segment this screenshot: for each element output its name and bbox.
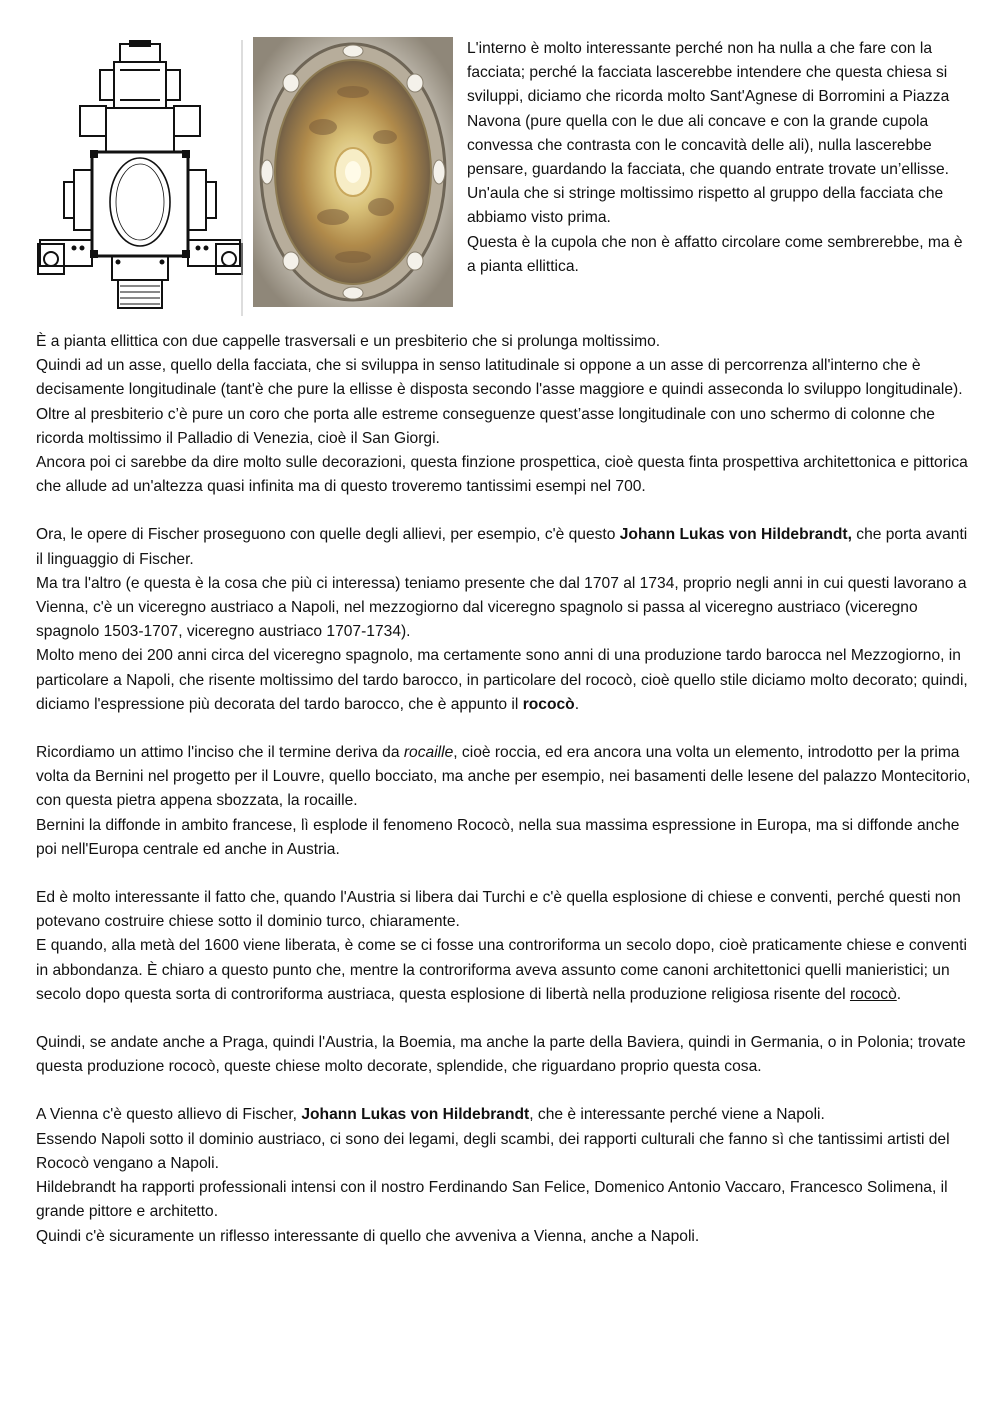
body-text xyxy=(36,330,971,1249)
text-run: Ora, le opere di Fischer proseguono con quelle degli allievi, per esempio, c'è questo xyxy=(36,526,620,544)
body-paragraph xyxy=(36,934,971,1007)
bold-name: Johann Lukas von Hildebrandt xyxy=(301,1106,530,1124)
text-run: Ricordiamo un attimo l'inciso che il termine deriva da xyxy=(36,744,404,762)
body-paragraph: Oltre al presbiterio c’è pure un coro che porta alle estreme conseguenze quest’asse longitudinale con uno schermo di colonne che ricorda moltissimo il Palladio di Venezia, cioè il San Giorgi. xyxy=(36,405,935,447)
body-paragraph: Ma tra l'altro (e questa è la cosa che più ci interessa) teniamo presente che dal 1707 al 1734, proprio negli anni in cui questi lavorano a Vienna, c'è un viceregno austriaco a Napoli, nel mezzogiorno dal viceregno spagnolo si passa al viceregno austriaco (viceregno spagnolo 1503-1707, viceregno austriaco 1707-1734). xyxy=(36,574,967,641)
intro-paragraph: Questa è la cupola che non è affatto circolare come sembrerebbe, ma è a pianta ellittica. xyxy=(467,233,963,275)
underlined-term: rococò xyxy=(849,985,897,1003)
italic-term: rocaille xyxy=(403,744,454,762)
body-paragraph: Quindi c'è sicuramente un riflesso interessante di quello che avveniva a Vienna, anche a Napoli. xyxy=(36,1227,700,1245)
text-run: E quando, alla metà del 1600 viene liberata, è come se ci fosse una controriforma un secolo dopo, cioè praticamente chiese e conventi in abbondanza. È chiaro a questo punto che, mentre la controriforma aveva assunto come canoni architettonici quelli manieristici; un secolo dopo questa sorta di controriforma austriaca, questa esplosione di libertà nella produzione religiosa risente del xyxy=(36,937,967,1003)
bold-name: Johann Lukas von Hildebrandt, xyxy=(619,526,852,544)
body-paragraph: Quindi, se andate anche a Praga, quindi l'Austria, la Boemia, ma anche la parte della Baviera, quindi in Germania, o in Polonia; trovate questa produzione rococò, queste chiese molto decorate, splendide, che riguardano proprio questa cosa. xyxy=(36,1034,966,1076)
text-run: A Vienna c'è questo allievo di Fischer, xyxy=(36,1106,302,1124)
bold-term: rococò xyxy=(522,695,575,713)
church-floor-plan-image xyxy=(34,40,246,316)
body-paragraph: Ancora poi ci sarebbe da dire molto sulle decorazioni, questa finzione prospettica, cioè questa finta prospettiva architettonica e pittorica che allude ad un'altezza quasi infinita ma di questo troveremo tantissimi esempi nel 700. xyxy=(36,454,968,496)
body-paragraph: Ed è molto interessante il fatto che, quando l'Austria si libera dai Turchi e c'è quella esplosione di chiese e conventi, perché questi non potevano costruire chiese sotto il dominio turco, chiaramente. xyxy=(36,889,961,931)
text-run: . xyxy=(574,695,580,713)
text-run: Molto meno dei 200 anni circa del viceregno spagnolo, ma certamente sono anni di una produzione tardo barocca nel Mezzogiorno, in particolare a Napoli, che risente moltissimo del tardo barocco, in particolare del rococò, cioè quello stile diciamo molto decorato; quindi, diciamo l'espressione più decorata del tardo barocco, che è appunto il xyxy=(36,647,968,713)
intro-text xyxy=(467,37,972,279)
body-paragraph: È a pianta ellittica con due cappelle trasversali e un presbiterio che si prolunga moltissimo. xyxy=(36,333,661,350)
text-run: , cioè roccia, ed era ancora una volta un elemento, introdotto per la prima volta da Bernini nel progetto per il Louvre, quello bocciato, ma anche per esempio, nei basamenti delle lesene del palazzo Montecitorio, con questa pietra appena sbozzata, la rocaille. xyxy=(36,744,971,810)
body-paragraph xyxy=(36,1103,971,1127)
body-paragraph xyxy=(36,741,971,814)
text-run: . xyxy=(896,985,902,1003)
body-paragraph xyxy=(36,644,971,717)
body-paragraph: Bernini la diffonde in ambito francese, lì esplode il fenomeno Rococò, nella sua massima espressione in Europa, ma si diffonde anche poi nell'Europa centrale ed anche in Austria. xyxy=(36,816,960,858)
body-paragraph: Quindi ad un asse, quello della facciata, che si sviluppa in senso latitudinale si oppone a un asse di percorrenza all'interno che è decisamente longitudinale (tant'è che pure la ellisse è disposta secondo l'asse maggiore e quindi asseconda lo sviluppo longitudinale). xyxy=(36,357,963,399)
text-run: , che è interessante perché viene a Napoli. xyxy=(529,1106,825,1124)
body-paragraph: Hildebrandt ha rapporti professionali intensi con il nostro Ferdinando San Felice, Domenico Antonio Vaccaro, Francesco Solimena, il grande pittore e architetto. xyxy=(36,1179,948,1221)
body-paragraph: Essendo Napoli sotto il dominio austriaco, ci sono dei legami, degli scambi, dei rapporti culturali che fanno sì che tantissimi artisti del Rococò vengano a Napoli. xyxy=(36,1130,950,1172)
elliptical-dome-photo xyxy=(253,37,453,307)
intro-paragraph: Un'aula che si stringe moltissimo rispetto al gruppo della facciata che abbiamo visto prima. xyxy=(467,185,944,227)
intro-paragraph: L'interno è molto interessante perché non ha nulla a che fare con la facciata; perché la facciata lascerebbe intendere che questa chiesa si sviluppi, diciamo che ricorda molto Sant'Agnese di Borromini a Piazza Navona (pure quella con le due ali concave e con la grande cupola convessa che contrasta con le concavità delle ali), nulla lascerebbe pensare, guardando la facciata, che quando entrate trovate un’ellisse. xyxy=(467,40,950,179)
text-run: che porta avanti il linguaggio di Fischer. xyxy=(36,526,968,568)
body-paragraph xyxy=(36,523,971,571)
